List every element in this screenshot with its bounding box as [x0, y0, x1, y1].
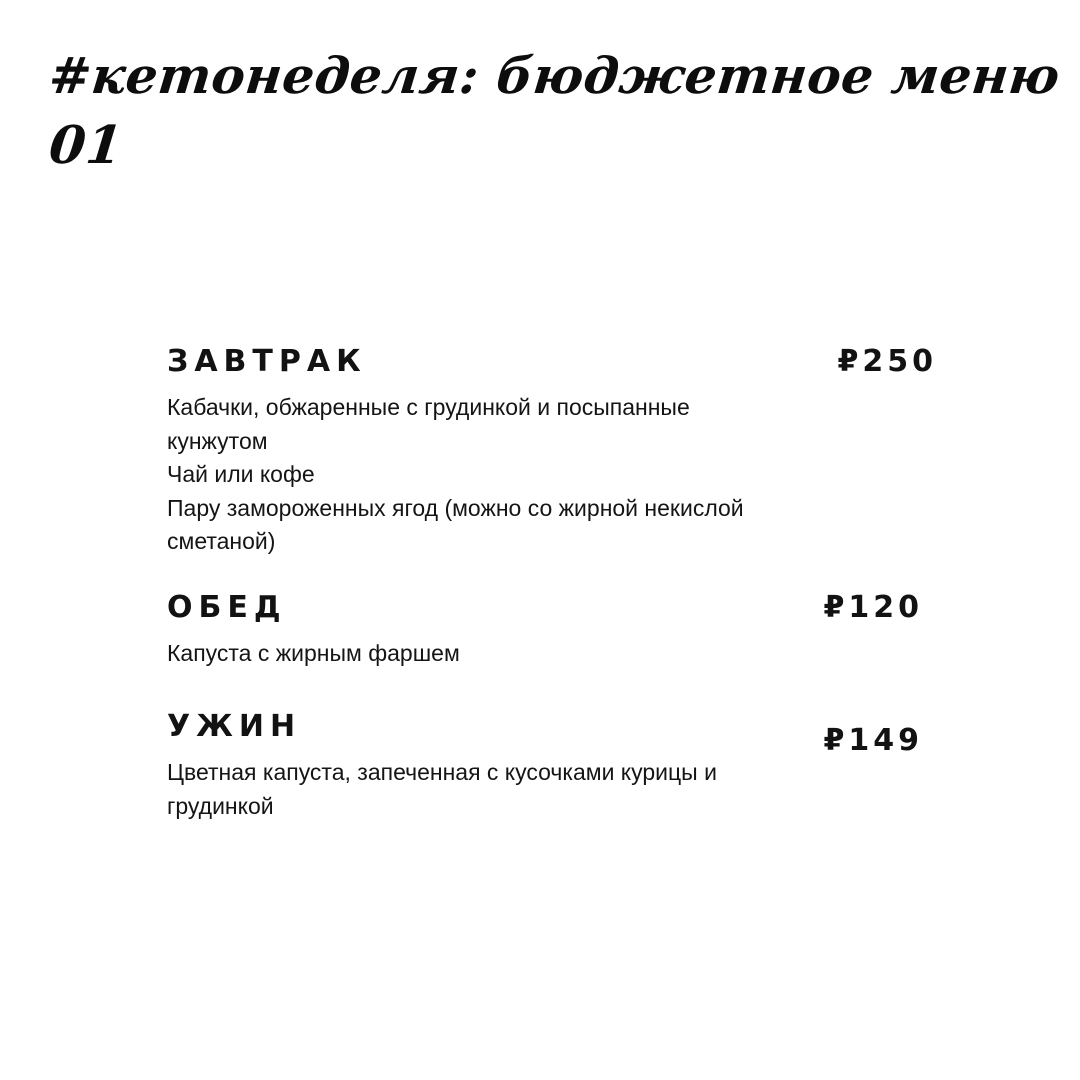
menu-item: Цветная капуста, запеченная с кусочками курицы и грудинкой	[167, 759, 717, 819]
section-title-lunch: ОБЕД	[167, 589, 287, 625]
section-title-breakfast: ЗАВТРАК	[167, 344, 367, 379]
section-title-dinner: УЖИН	[167, 709, 302, 744]
menu-item: Капуста с жирным фаршем	[167, 639, 460, 666]
section-items	[167, 637, 787, 671]
section-header	[167, 587, 937, 631]
menu-section-breakfast	[167, 341, 937, 559]
page-number: 01	[46, 115, 126, 176]
page-title: #кетонеделя: бюджетное меню	[46, 46, 1063, 105]
menu-section-dinner	[167, 706, 937, 823]
section-items	[167, 391, 787, 559]
section-items	[167, 756, 787, 823]
menu	[167, 341, 937, 823]
menu-item: Чай или кофе	[167, 461, 315, 487]
section-price-lunch: ₽120	[823, 589, 923, 625]
section-price-dinner: ₽149	[823, 723, 923, 758]
menu-item: Кабачки, обжаренные с грудинкой и посыпанные кунжутом	[167, 394, 690, 454]
section-price-breakfast: ₽250	[837, 344, 937, 379]
menu-section-lunch	[167, 587, 937, 671]
menu-item: Пару замороженных ягод (можно со жирной некислой сметаной)	[167, 494, 744, 554]
page-header	[46, 44, 1063, 178]
section-header	[167, 341, 937, 385]
section-header	[167, 706, 937, 758]
